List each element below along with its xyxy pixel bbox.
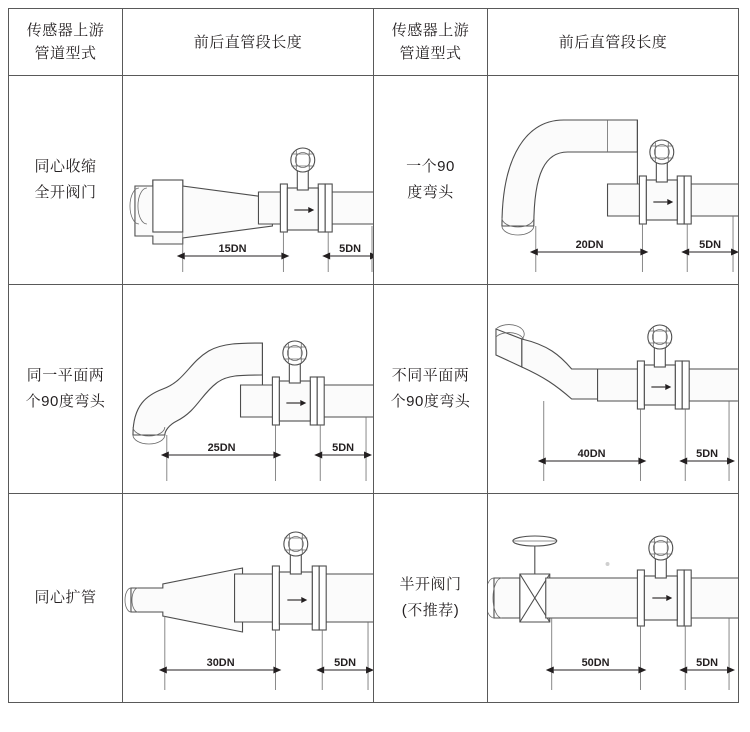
dim-upstream-label: 30DN [206,656,235,670]
type-cell-two-elbows-same-plane [9,285,123,494]
type-label-line: 半开阀门 [399,576,462,593]
header-line1: 前后直管段长度 [558,33,668,51]
dim-upstream-label: 40DN [577,447,606,461]
figure-two-90-elbows-same-plane [123,285,373,493]
dim-downstream-label: 5DN [332,441,355,455]
diagram-sheet [0,8,750,732]
dim-upstream-label: 20DN [575,238,604,252]
type-cell-half-open-valve [374,494,488,703]
header-line1: 传感器上游 [391,22,470,39]
type-cell-concentric-expander [9,494,123,703]
dim-upstream-label: 15DN [218,242,247,256]
header-cell-upstream-type-left [9,9,123,76]
type-label-line: 全开阀门 [34,184,97,201]
type-label-line: 个90度弯头 [390,393,471,410]
dim-downstream-label: 5DN [334,656,357,670]
figure-two-90-elbows-different-planes [488,285,738,493]
figure-cell-two-elbows-same-plane [123,285,374,494]
header-cell-upstream-type-right [374,9,488,76]
type-label-line: 度弯头 [407,184,454,201]
type-cell-single-90-elbow [374,76,488,285]
table-row [9,285,739,494]
type-label-line: 个90度弯头 [25,393,106,410]
header-line2: 管道型式 [34,45,97,62]
dim-downstream-label: 5DN [696,447,719,461]
figure-single-90-degree-elbow [488,76,738,284]
type-label-line: 不同平面两 [391,367,470,384]
header-cell-pipe-length-left [123,9,374,76]
type-label-line: 一个90 [406,158,455,175]
header-cell-pipe-length-right [488,9,739,76]
table-row [9,494,739,703]
type-label-line: 同心收缩 [34,158,97,175]
dim-upstream-label: 50DN [581,656,610,670]
figure-half-open-valve-not-recommended [488,494,738,702]
dim-downstream-label: 5DN [699,238,722,252]
dim-upstream-label: 25DN [207,441,236,455]
header-line2: 管道型式 [399,45,462,62]
type-label-line: 同一平面两 [26,367,105,384]
figure-cell-half-open-valve [488,494,739,703]
figure-cell-two-elbows-different-planes [488,285,739,494]
figure-cell-concentric-expander [123,494,374,703]
figure-cell-single-90-elbow [488,76,739,285]
dim-downstream-label: 5DN [696,656,719,670]
straight-pipe-length-table [8,8,739,703]
header-line1: 传感器上游 [26,22,105,39]
type-label-line: 同心扩管 [34,589,97,606]
figure-cell-concentric-reducer [123,76,374,285]
header-line1: 前后直管段长度 [193,33,303,51]
type-cell-two-elbows-different-planes [374,285,488,494]
dim-downstream-label: 5DN [339,242,362,256]
figure-concentric-reducer-full-open-valve [123,76,373,284]
table-header-row [9,9,739,76]
type-cell-concentric-reducer [9,76,123,285]
type-label-line: (不推荐) [401,602,460,619]
figure-concentric-expander [123,494,373,702]
table-row [9,76,739,285]
